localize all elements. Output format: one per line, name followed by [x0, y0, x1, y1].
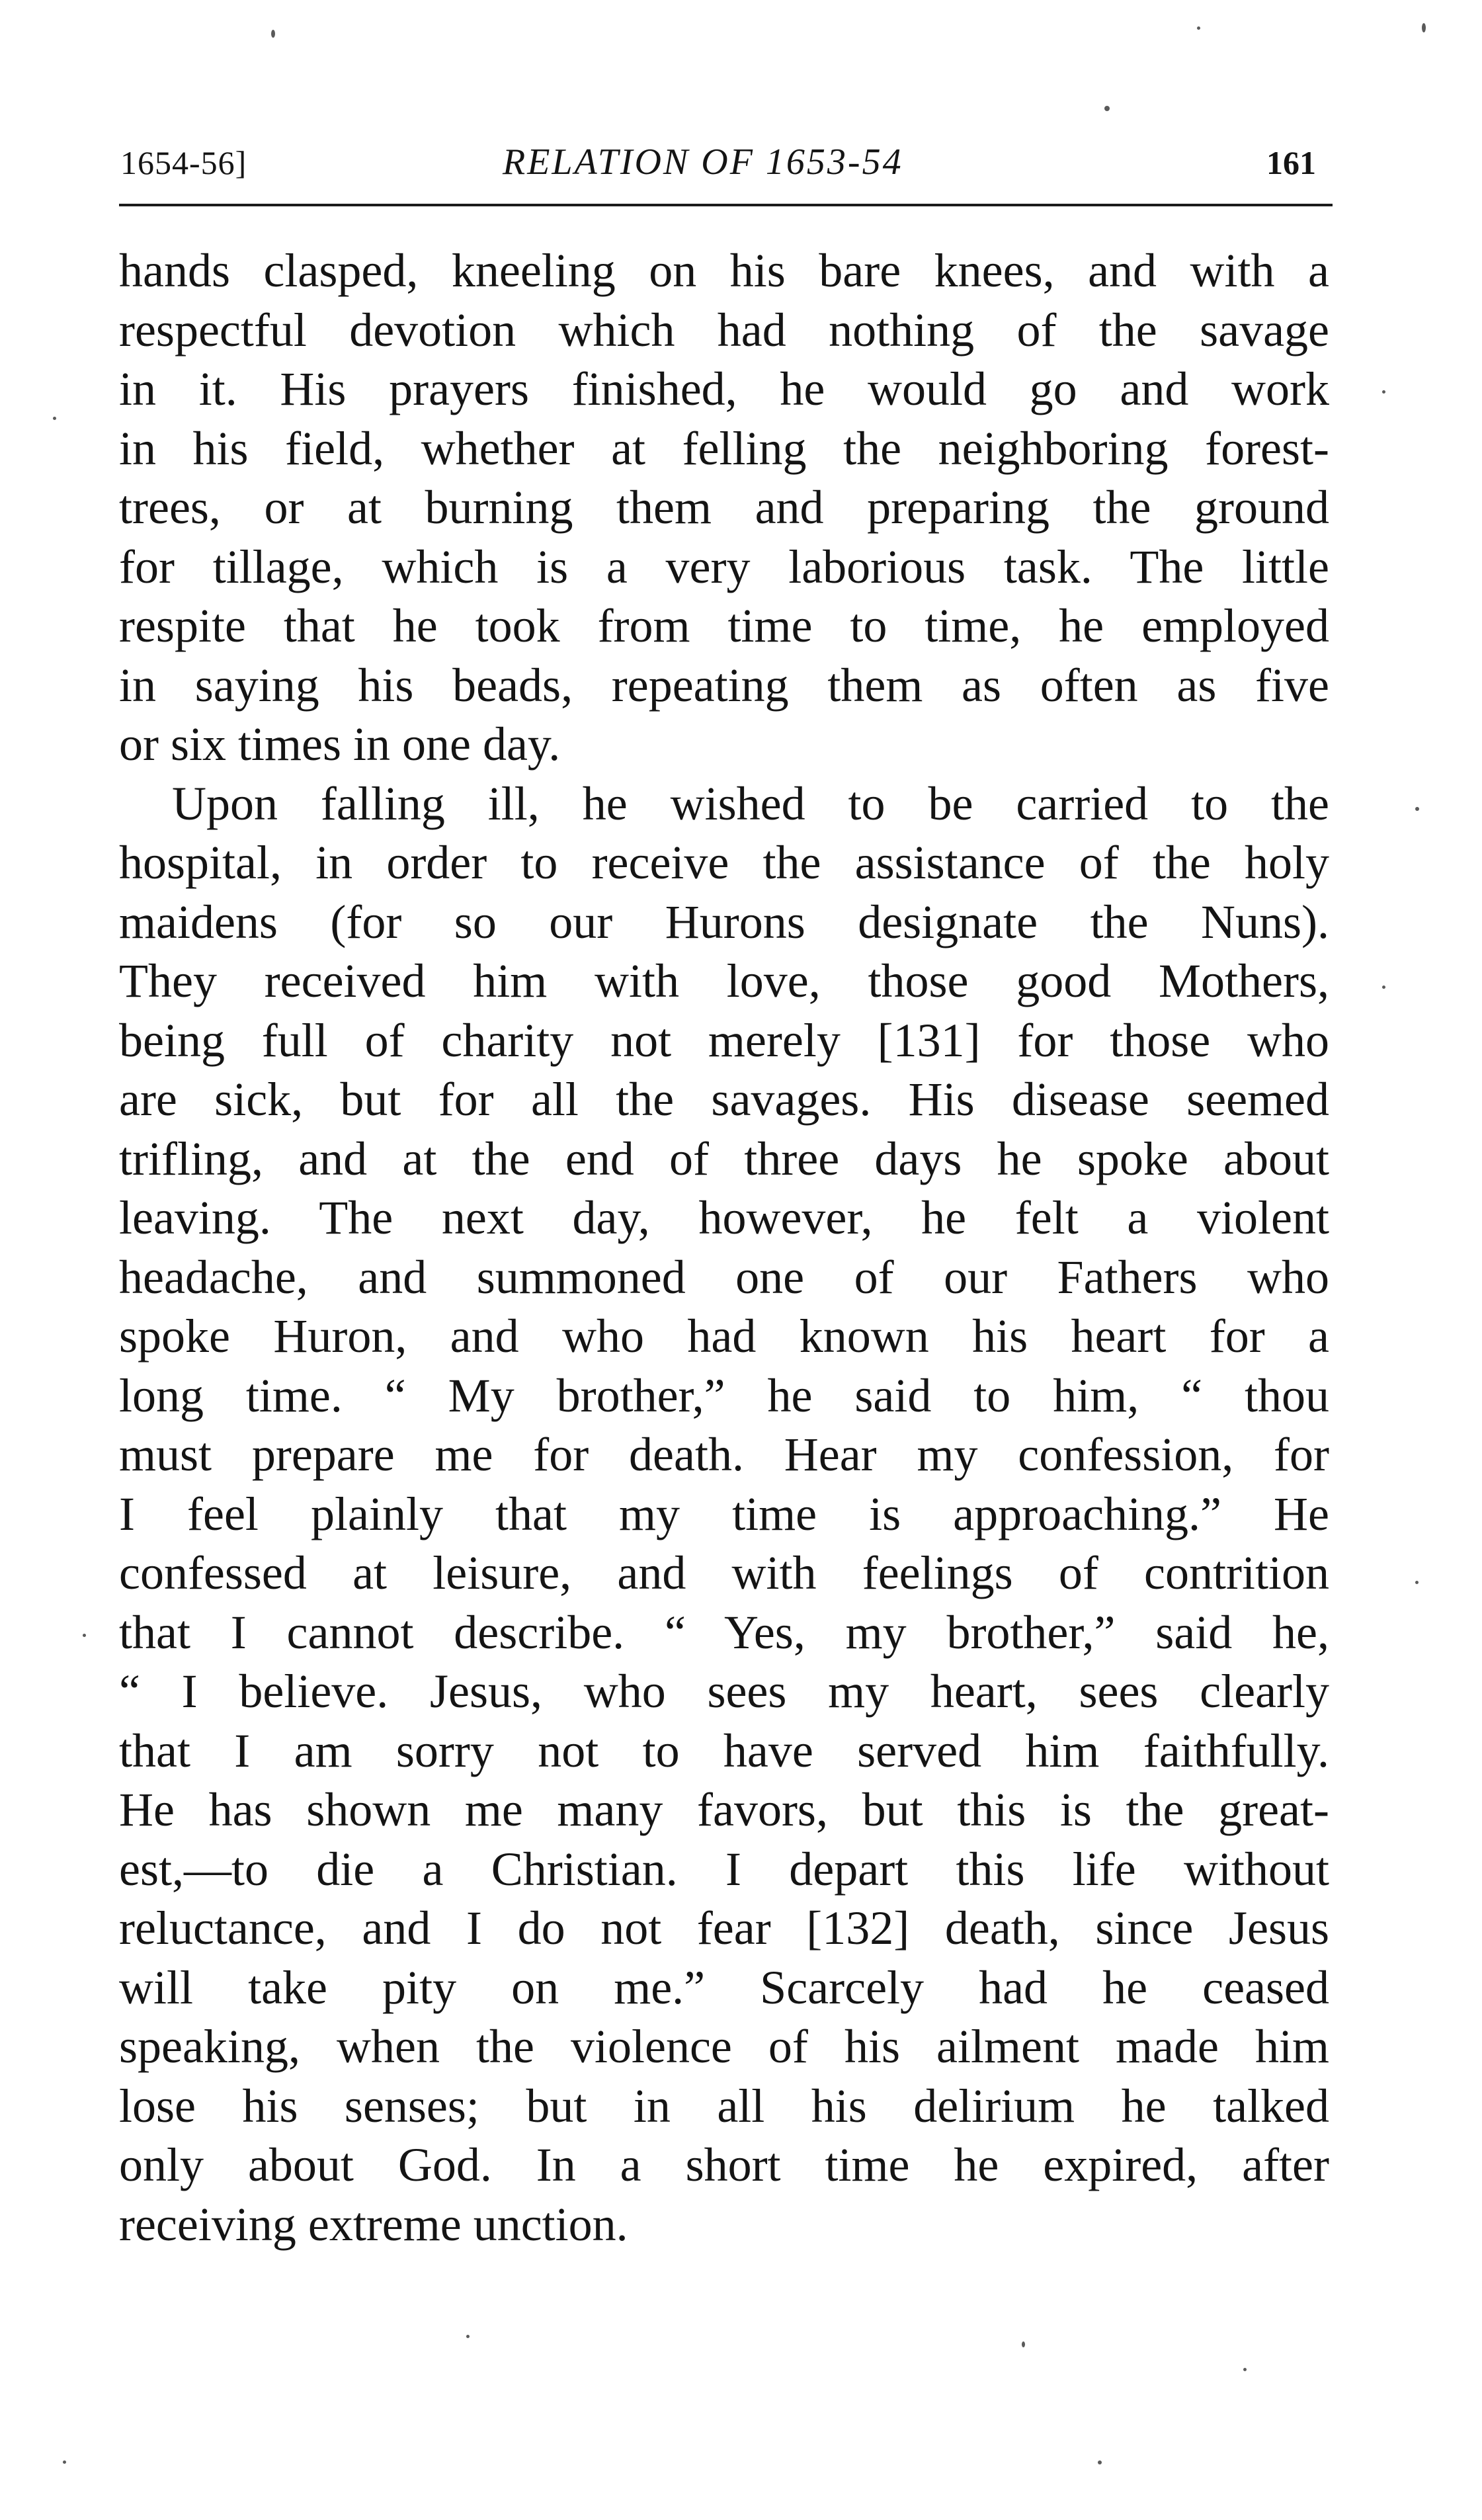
scan-speck [1382, 986, 1385, 989]
text-line: that I cannot describe. “ Yes, my brother,” said he, [119, 1605, 1329, 1659]
text-line: will take pity on me.” Scarcely had he ceased [119, 1960, 1329, 2014]
text-line: They received him with love, those good Mothers, [119, 954, 1329, 1007]
text-line: receiving extreme unction. [119, 2197, 628, 2251]
text-line: are sick, but for all the savages. His disease seemed [119, 1073, 1329, 1126]
scan-speck [53, 417, 56, 420]
scan-speck [1415, 1581, 1419, 1584]
running-head [119, 136, 1329, 189]
body-text [119, 241, 1329, 2254]
text-line: in it. His prayers finished, he would go and work [119, 362, 1329, 415]
text-line: being full of charity not merely [131] for those who [119, 1013, 1329, 1067]
text-line: spoke Huron, and who had known his heart for a [119, 1310, 1329, 1363]
text-line: hospital, in order to receive the assistance of the holy [119, 836, 1329, 889]
text-line: hands clasped, kneeling on his bare knees, and with a [119, 244, 1329, 297]
header-date-range: 1654-56] [120, 144, 247, 181]
scan-speck [1104, 106, 1110, 111]
scan-speck [1382, 390, 1385, 394]
text-line: “ I believe. Jesus, who sees my heart, sees clearly [119, 1665, 1329, 1718]
scan-speck [1022, 2341, 1025, 2347]
scan-speck [271, 30, 275, 38]
text-line: in his field, whether at felling the neighboring forest- [119, 421, 1329, 475]
text-line: reluctance, and I do not fear [132] death, since Jesus [119, 1902, 1329, 1954]
text-line: I feel plainly that my time is approaching.” He [119, 1487, 1329, 1540]
text-line: speaking, when the violence of his ailment made him [119, 2020, 1329, 2073]
text-line: est,—to die a Christian. I depart this life without [119, 1842, 1329, 1896]
scan-speck [83, 1634, 86, 1637]
text-line: respite that he took from time to time, he employed [119, 599, 1329, 652]
scan-speck [1197, 26, 1200, 30]
text-line: for tillage, which is a very laborious task. The little [119, 540, 1329, 593]
paragraph-2 [119, 775, 1329, 2255]
paragraph-1 [119, 241, 1329, 775]
scan-speck [1422, 23, 1426, 32]
text-line: trifling, and at the end of three days he spoke about [119, 1132, 1329, 1185]
text-line: He has shown me many favors, but this is the great- [119, 1783, 1329, 1836]
text-line: maidens (for so our Hurons designate the Nuns). [119, 895, 1329, 948]
scan-speck [63, 2460, 66, 2464]
scan-speck [1098, 2460, 1102, 2464]
text-line: must prepare me for death. Hear my confession, for [119, 1428, 1329, 1481]
text-line: leaving. The next day, however, he felt a violent [119, 1191, 1329, 1244]
page-number: 161 [1266, 144, 1316, 181]
text-line: that I am sorry not to have served him faithfully. [119, 1724, 1329, 1777]
text-line: Upon falling ill, he wished to be carried to the [172, 777, 1329, 830]
text-line: long time. “ My brother,” he said to him, “ thou [119, 1368, 1329, 1422]
scan-speck [1415, 807, 1419, 811]
text-line: respectful devotion which had nothing of the savage [119, 303, 1329, 357]
scan-speck [466, 2335, 470, 2338]
header-rule [119, 204, 1333, 206]
scan-speck [1243, 2368, 1247, 2371]
text-line: or six times in one day. [119, 718, 561, 771]
text-line: trees, or at burning them and preparing the ground [119, 481, 1329, 534]
text-line: confessed at leisure, and with feelings of contrition [119, 1546, 1329, 1599]
text-line: in saying his beads, repeating them as often as five [119, 658, 1329, 712]
text-line: headache, and summoned one of our Fathers who [119, 1250, 1329, 1304]
header-title: RELATION OF 1653-54 [503, 142, 903, 183]
text-line: only about God. In a short time he expired, after [119, 2138, 1329, 2191]
text-line: lose his senses; but in all his delirium he talked [119, 2079, 1329, 2132]
